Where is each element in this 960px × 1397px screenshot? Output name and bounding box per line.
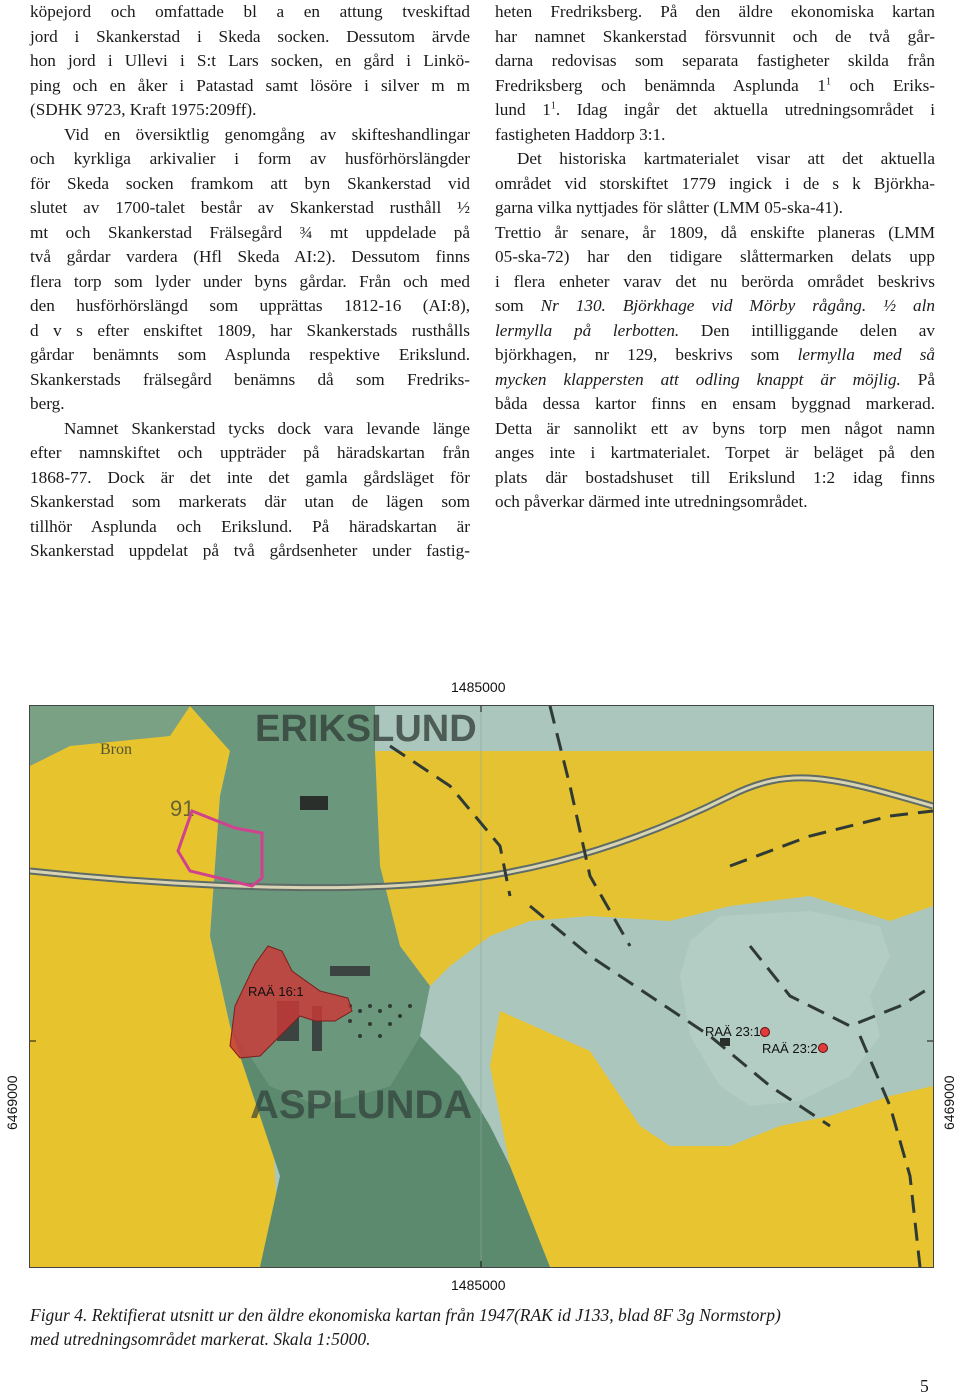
map-image xyxy=(29,705,934,1268)
paragraph-left-2 xyxy=(30,123,470,417)
figure-caption xyxy=(30,1303,930,1351)
raa-23-1-label: RAÄ 23:1 xyxy=(705,1024,761,1039)
map-printed-text: Bron xyxy=(100,741,132,758)
text-line: för Skeda socken framkom att byn Skankerstad vid xyxy=(30,173,470,193)
paragraph-right-3 xyxy=(495,221,935,515)
raa-23-1-marker xyxy=(761,1028,770,1037)
text-line: Skankerstad uppdelat på två gårdsenheter under fastig- xyxy=(30,541,470,560)
caption-line: med utredningsområdet markerat. Skala 1:5000. xyxy=(30,1329,371,1349)
text-line: har namnet Skankerstad försvunnit och de två går- xyxy=(495,26,935,46)
text-line: tillhör Asplunda och Erikslund. På häradskartan är xyxy=(30,516,470,536)
text-line: gårdar benämnts som Asplunda respektive Erikslund. xyxy=(30,345,470,364)
raa-23-2-marker xyxy=(819,1044,828,1053)
text-line: Det historiska kartmaterialet visar att det aktuella xyxy=(517,149,935,168)
text-line: Trettio år senare, år 1809, då enskifte planeras (LMM xyxy=(495,222,935,242)
text-line: området vid storskiftet 1779 ingick i de s k Björkha- xyxy=(495,173,935,193)
text-line: berg. xyxy=(30,394,65,413)
text-line: jord i Skankerstad i Skeda socken. Dessutom ärvde xyxy=(30,26,470,46)
text-line: (SDHK 9723, Kraft 1975:209ff). xyxy=(30,100,257,119)
coordinate-label-left: 6469000 xyxy=(4,1075,20,1130)
text-line: plats där bostadshuset till Erikslund 1:2 idag finns xyxy=(495,467,935,487)
coordinate-label-bottom: 1485000 xyxy=(451,1277,506,1293)
text-line: heten Fredriksberg. På den äldre ekonomiska kartan xyxy=(495,2,935,21)
text-line: köpejord och omfattade bl a en attung tveskiftad xyxy=(30,2,470,21)
text-line: Detta är sannolikt ett av byns torp men något namn xyxy=(495,418,935,438)
coordinate-label-right: 6469000 xyxy=(941,1075,957,1130)
left-text-column xyxy=(30,0,470,564)
text-line: Namnet Skankerstad tycks dock vara levande länge xyxy=(64,418,470,438)
raa-23-2-label: RAÄ 23:2 xyxy=(762,1041,818,1056)
map-drawing xyxy=(30,706,933,1267)
text-line: anges inte i kartmaterialet. Torpet är beläget på den xyxy=(495,443,935,462)
text-line: båda dessa kartor finns en ensam byggnad markerad. xyxy=(495,394,935,413)
text-line: garna vilka nyttjades för slåtter (LMM 05-ska-41). xyxy=(495,198,843,217)
text-line: slutet av 1700-talet består av Skankerstad rusthåll ½ xyxy=(30,198,470,217)
text-line: lund $1^1$. Idag ingår det aktuella utredningsområdet i xyxy=(495,100,936,119)
right-text-column xyxy=(495,0,935,515)
raa-16-1-label: RAÄ 16:1 xyxy=(248,984,304,999)
text-line: och påverkar därmed inte utredningsområdet. xyxy=(495,492,808,511)
coordinate-label-top: 1485000 xyxy=(451,679,506,695)
building xyxy=(330,966,370,976)
paragraph-left-3 xyxy=(30,417,470,564)
paragraph-right-2 xyxy=(495,147,935,221)
map-figure xyxy=(0,660,960,1300)
text-line: Skankerstad som markerats där utan de lägen som xyxy=(30,492,470,511)
text-line: två gårdar vardera (Hfl Skeda AI:2). Dessutom finns xyxy=(30,247,470,266)
text-line: Skankerstads frälsegård benämns då som Fredriks- xyxy=(30,369,470,389)
map-printed-text: ASPLUNDA xyxy=(250,1083,473,1127)
caption-line: Figur 4. Rektifierat utsnitt ur den äldre ekonomiska kartan från 1947(RAK id J133, blad 8F 3g Normstorp) xyxy=(30,1305,781,1325)
text-line: 05-ska-72) har den tidigare slåttermarken delats upp xyxy=(495,247,935,266)
text-line: lermylla på lerbotten. Den intilliggande delen av xyxy=(495,320,935,340)
text-line: flera torp som lyder under byns gårdar. Från och med xyxy=(30,271,470,291)
text-line: mt och Skankerstad Frälsegård ¾ mt uppdelade på xyxy=(30,222,470,242)
text-line: ping och en åker i Patastad samt lösöre i silver m m xyxy=(30,75,470,95)
building xyxy=(300,796,328,810)
paragraph-right-1 xyxy=(495,0,935,147)
text-line: 1868-77. Dock är det inte det gamla gårdsläget för xyxy=(30,467,470,487)
text-line: mycken klappersten att odling knappt är möjlig. På xyxy=(495,369,935,389)
text-line: efter namnskiftet och uppträder på häradskartan från xyxy=(30,443,470,462)
text-line: darna redovisas som separata fastigheter skilda från xyxy=(495,51,935,70)
text-line: och kyrkliga arkivalier i form av husförhörslängder xyxy=(30,149,470,168)
paragraph-left-1 xyxy=(30,0,470,123)
text-line: fastigheten Haddorp 3:1. xyxy=(495,124,666,144)
map-printed-text: 91 xyxy=(170,796,195,821)
text-line: i flera enheter varav det nu berörda området beskrivs xyxy=(495,271,935,291)
text-line: hon jord i Ullevi i S:t Lars socken, en gård i Linkö- xyxy=(30,51,470,70)
building xyxy=(720,1038,730,1046)
map-printed-text: ERIKSLUND xyxy=(255,708,477,750)
text-line: d v s efter enskiftet 1809, har Skankerstads rusthålls xyxy=(30,320,470,340)
text-line: som Nr 130. Björkhage vid Mörby rågång. ½ aln xyxy=(495,296,935,315)
page-number: 5 xyxy=(920,1376,929,1396)
text-line: den husförhörslängd som upprättas 1812-16 (AI:8), xyxy=(30,296,470,315)
text-line: Vid en översiktlig genomgång av skifteshandlingar xyxy=(64,124,470,144)
text-line: Fredriksberg och benämnda Asplunda $1^1$ och Eriks- xyxy=(495,75,935,95)
text-line: björkhagen, nr 129, beskrivs som lermylla med så xyxy=(495,345,935,364)
